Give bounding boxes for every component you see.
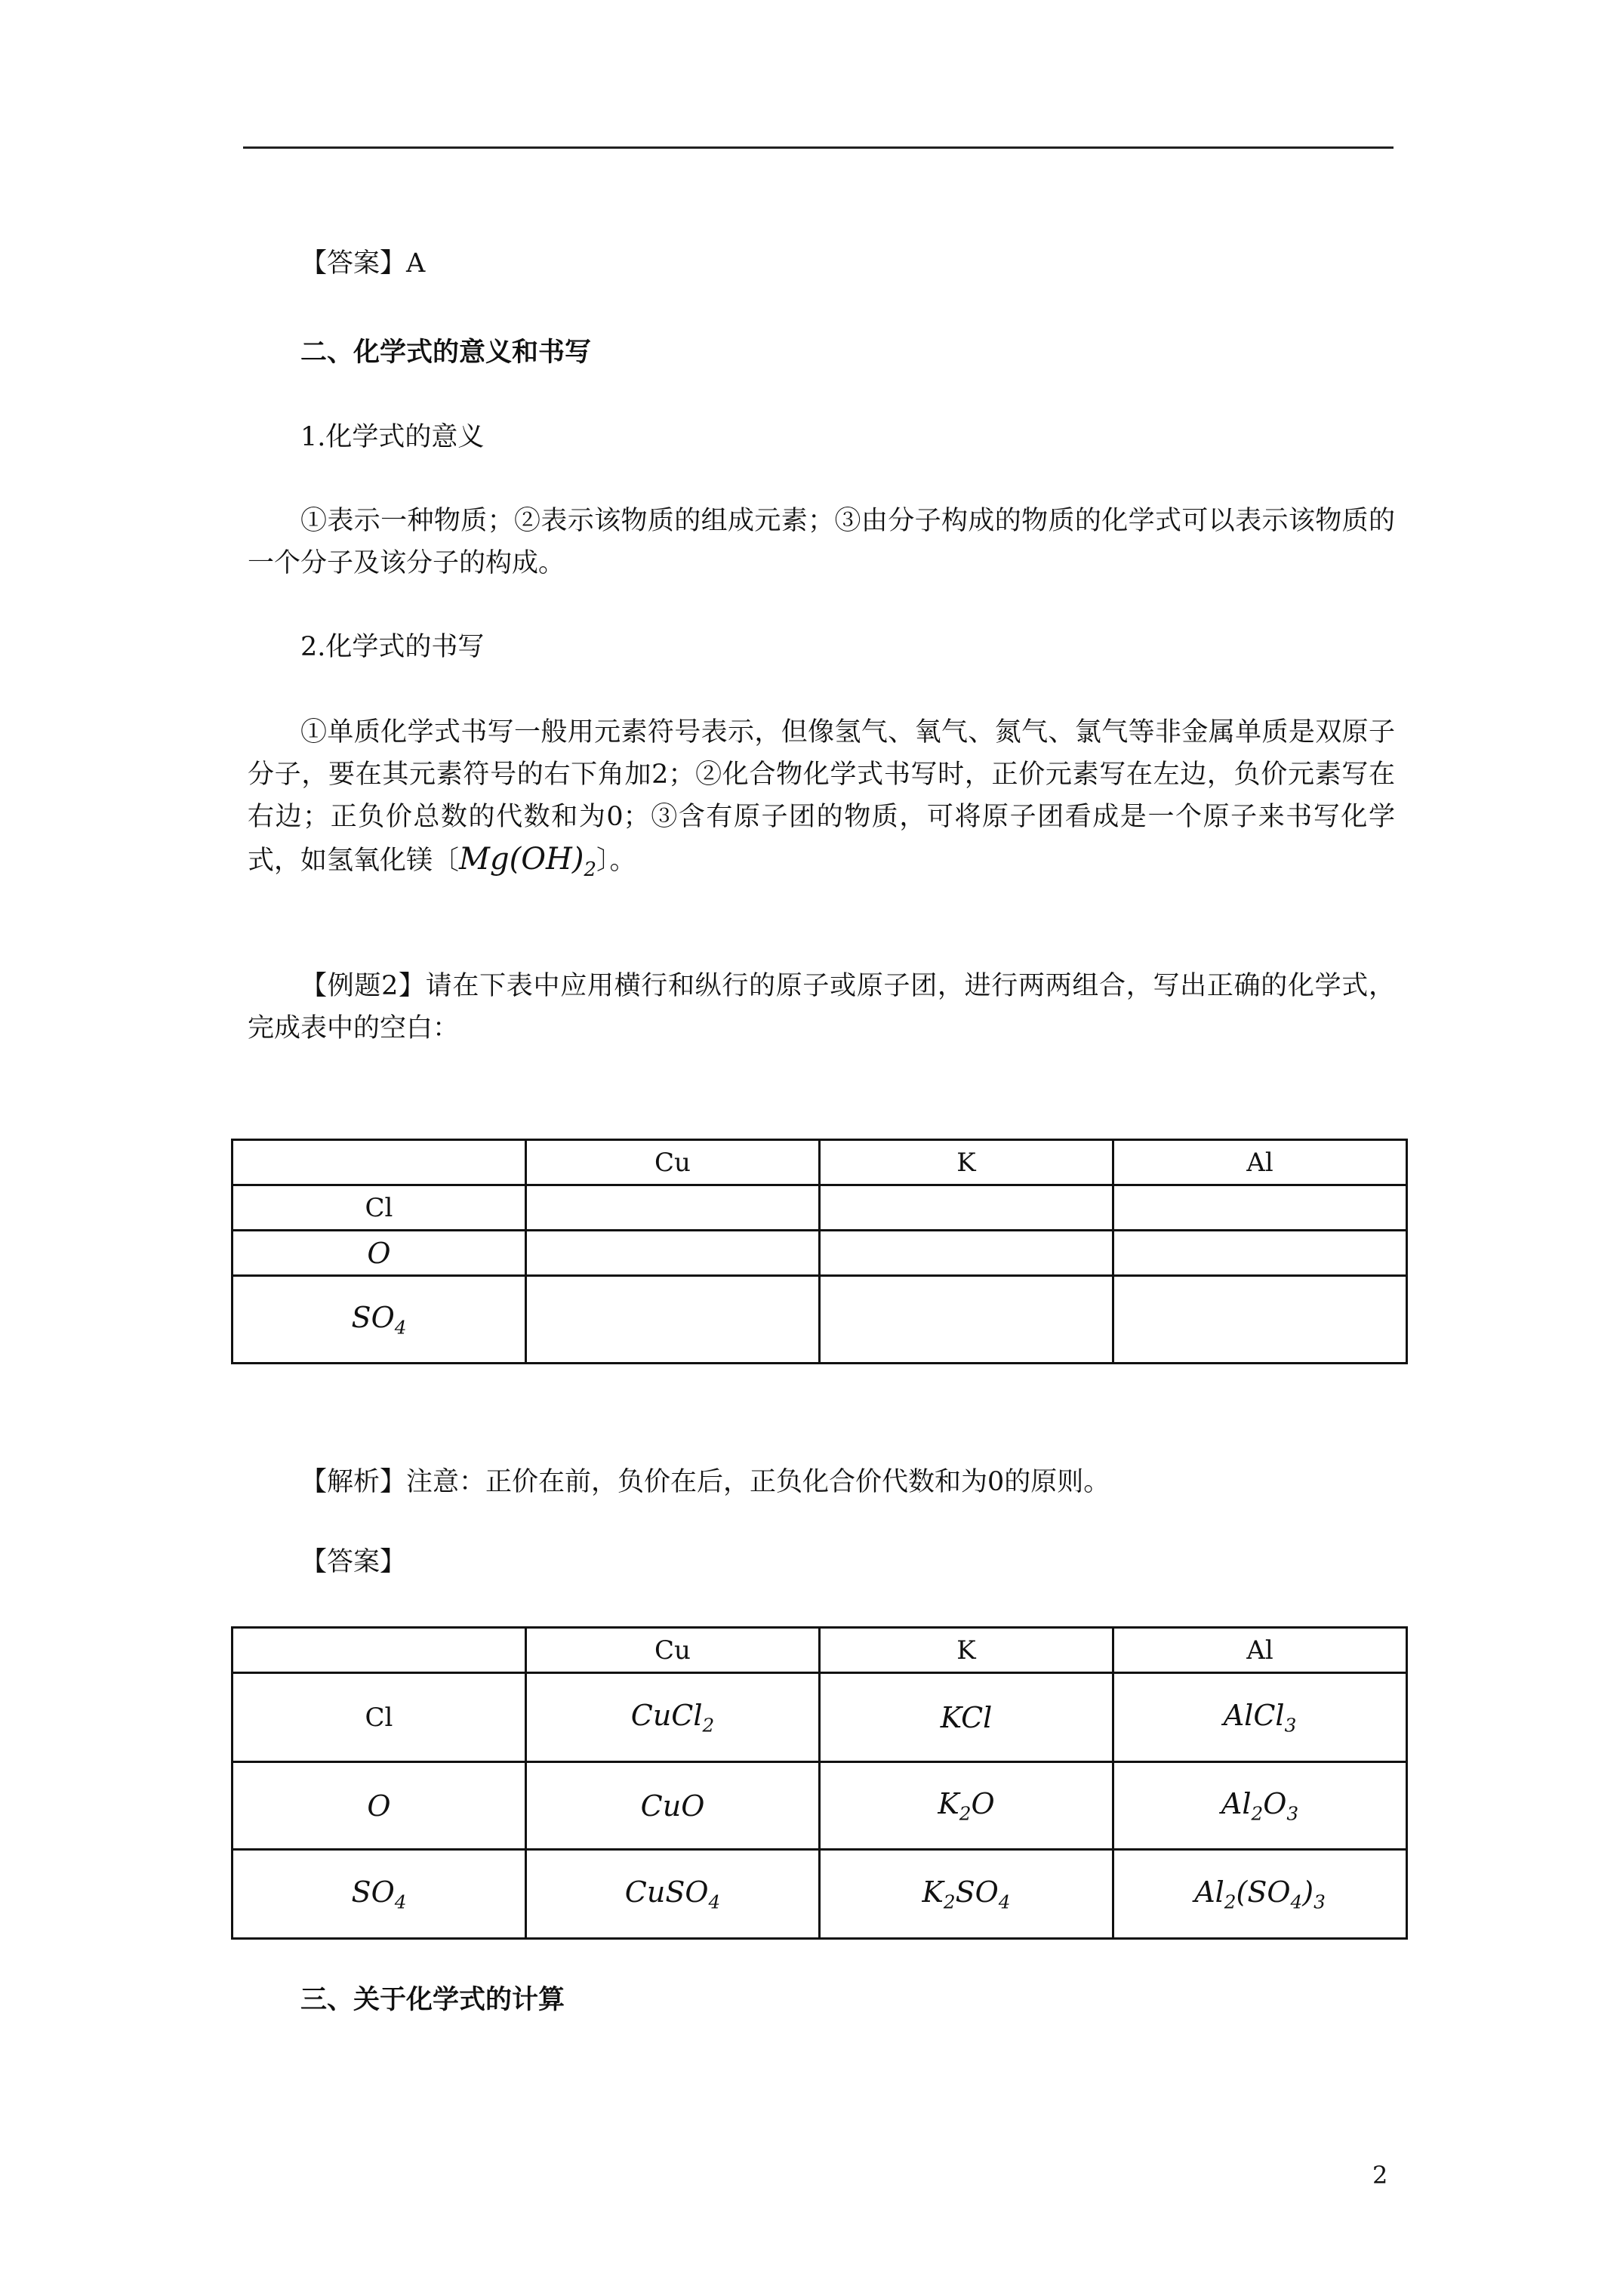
formula-mg-oh-2: $Mg(OH)_2$: [459, 842, 597, 882]
blank-cell: [1113, 1231, 1407, 1276]
blank-cell: [1113, 1276, 1407, 1364]
section-3-title: 三、关于化学式的计算: [300, 1984, 565, 2015]
table-row: [233, 1673, 1407, 1762]
blank-cell: [1113, 1185, 1407, 1231]
exercise-table: [231, 1139, 1408, 1364]
blank-cell: [526, 1276, 820, 1364]
formula-cell: CuCl$_2$: [526, 1673, 820, 1762]
answer-1: 【答案】A: [300, 248, 426, 279]
analysis: 【解析】注意：正价在前，负价在后，正负化合价代数和为0的原则。: [300, 1467, 1110, 1497]
example-2-prompt: 【例题2】请在下表中应用横行和纵行的原子或原子团，进行两两组合，写出正确的化学式，完成表中的空白：: [248, 971, 1395, 1043]
answer-2: 【答案】: [300, 1547, 407, 1577]
subsection-2-text: ①单质化学式书写一般用元素符号表示，但像氢气、氧气、氮气、氯气等非金属单质是双原子分子，要在其元素符号的右下角加2；②化合物化学式书写时，正价元素写在左边，负价元素写在右边；正负价总数的代数和为0；③含有原子团的物质，可将原子团看成是一个原子来书写化学式，如氢氧化镁〔$Mg(OH)_2$〕。: [248, 717, 1395, 882]
subsection-2-title: 2.化学式的书写: [300, 632, 485, 662]
blank-cell: [820, 1276, 1113, 1364]
row-label-o: O: [233, 1231, 526, 1276]
table-header-row: [233, 1140, 1407, 1185]
header-cu: Cu: [526, 1628, 820, 1673]
row-label-cl: Cl: [233, 1185, 526, 1231]
formula-cell: AlCl$_3$: [1113, 1673, 1407, 1762]
formula-cell: $K_2SO_4$: [820, 1850, 1113, 1939]
blank-cell: [526, 1185, 820, 1231]
subsection-1-text: ①表示一种物质；②表示该物质的组成元素；③由分子构成的物质的化学式可以表示该物质的一个分子及该分子的构成。: [248, 506, 1395, 578]
blank-cell: [820, 1231, 1113, 1276]
header-k: K: [820, 1140, 1113, 1185]
row-label-o: O: [233, 1762, 526, 1850]
header-k: K: [820, 1628, 1113, 1673]
row-label-so4: $SO_4$: [233, 1276, 526, 1364]
blank-cell: [820, 1185, 1113, 1231]
table-row: [233, 1185, 1407, 1231]
formula-cell: CuSO$_4$: [526, 1850, 820, 1939]
formula-cell: KCl: [820, 1673, 1113, 1762]
formula-cell: $Al_2(SO_4)_3$: [1113, 1850, 1407, 1939]
table-row: [233, 1276, 1407, 1364]
subsection-1-title: 1.化学式的意义: [300, 422, 485, 452]
row-label-so4: $SO_4$: [233, 1850, 526, 1939]
answer-table: [231, 1626, 1408, 1940]
table-row: [233, 1231, 1407, 1276]
header-cu: Cu: [526, 1140, 820, 1185]
header-al: Al: [1113, 1140, 1407, 1185]
header-rule: [243, 146, 1394, 149]
formula-cell: $Al_2O_3$: [1113, 1762, 1407, 1850]
blank-cell: [526, 1231, 820, 1276]
page-number: 2: [1372, 2161, 1388, 2190]
table-row: [233, 1762, 1407, 1850]
header-al: Al: [1113, 1628, 1407, 1673]
formula-cell: $K_2O$: [820, 1762, 1113, 1850]
formula-cell: CuO: [526, 1762, 820, 1850]
subsection-2-body: ①单质化学式书写一般用元素符号表示，但像氢气、氧气、氮气、氯气等非金属单质是双原子分子，要在其元素符号的右下角加2；②化合物化学式书写时，正价元素写在左边，负价元素写在右边；正负价总数的代数和为0；③含有原子团的物质，可将原子团看成是一个原子来书写化学式，如氢氧化镁: [248, 717, 1395, 876]
table-row: [233, 1850, 1407, 1939]
section-2-title: 二、化学式的意义和书写: [300, 337, 592, 368]
table-header-row: [233, 1628, 1407, 1673]
row-label-cl: Cl: [233, 1673, 526, 1762]
